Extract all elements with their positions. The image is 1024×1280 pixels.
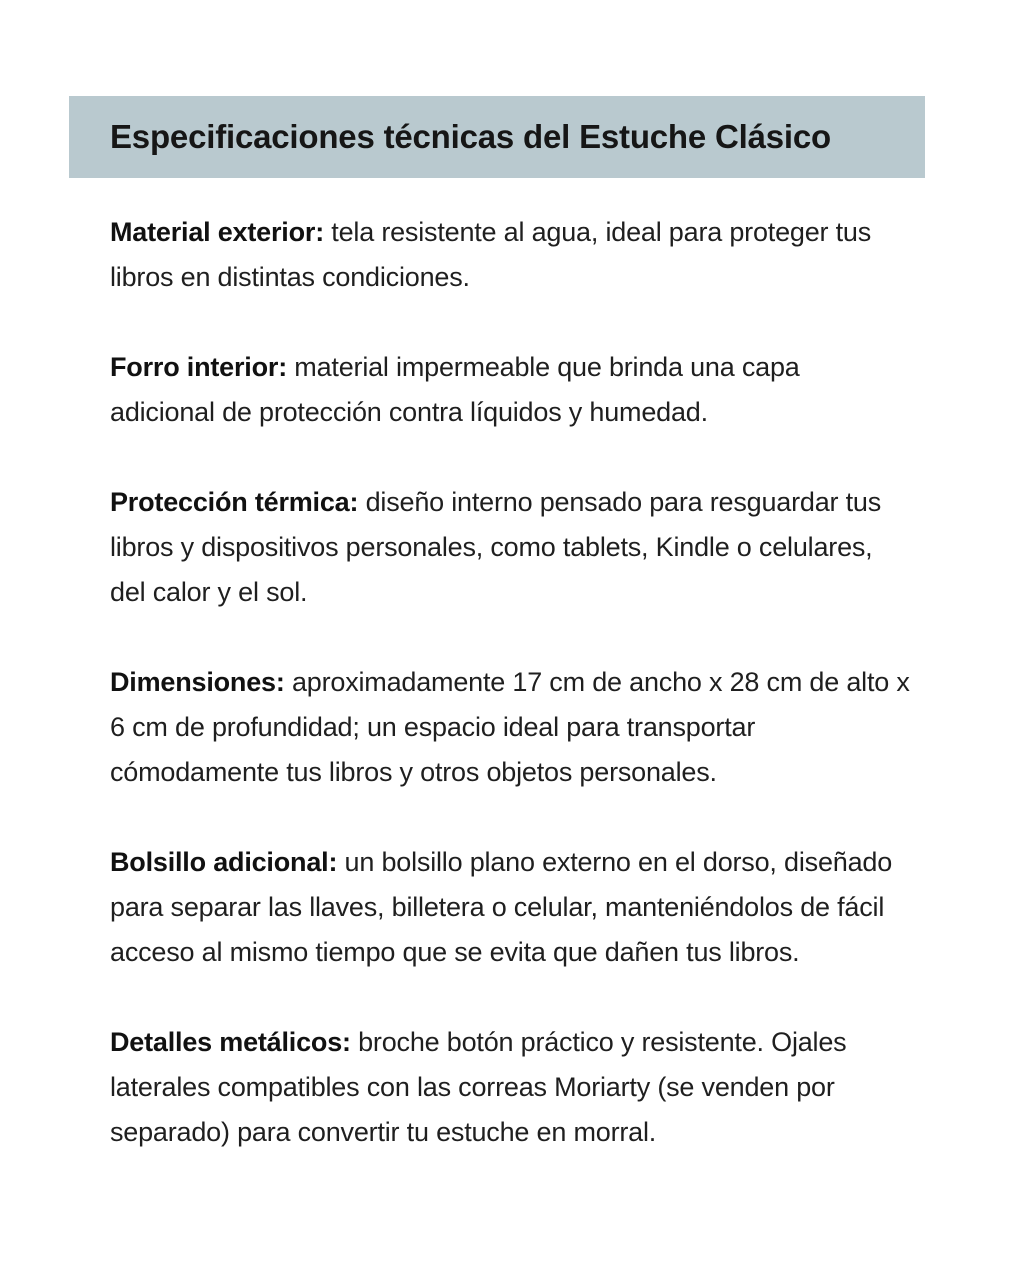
spec-label: Protección térmica: (110, 487, 359, 517)
spec-material-exterior (110, 210, 910, 300)
spec-bolsillo-adicional (110, 840, 910, 975)
spec-label: Forro interior: (110, 352, 287, 382)
spec-text: broche botón práctico y resistente. Ojales laterales compatibles con las correas Moriarty (se venden por separado) para convertir tu estuche en morral. (110, 1027, 847, 1147)
spec-label: Material exterior: (110, 217, 324, 247)
spec-detalles-metalicos (110, 1020, 910, 1155)
spec-text: un bolsillo plano externo en el dorso, diseñado para separar las llaves, billetera o celular, manteniéndolos de fácil acceso al mismo tiempo que se evita que dañen tus libros. (110, 847, 893, 967)
spec-label: Detalles metálicos: (110, 1027, 351, 1057)
spec-forro-interior (110, 345, 910, 435)
spec-text: material impermeable que brinda una capa adicional de protección contra líquidos y humedad. (110, 352, 800, 427)
spec-text: diseño interno pensado para resguardar tus libros y dispositivos personales, como tablets, Kindle o celulares, del calor y el sol. (110, 487, 882, 607)
header-banner (69, 96, 925, 178)
spec-dimensiones (110, 660, 910, 795)
spec-label: Bolsillo adicional: (110, 847, 338, 877)
spec-label: Dimensiones: (110, 667, 285, 697)
page-title: Especificaciones técnicas del Estuche Clásico (110, 118, 831, 155)
spec-text: aproximadamente 17 cm de ancho x 28 cm de alto x 6 cm de profundidad; un espacio ideal para transportar cómodamente tus libros y otros objetos personales. (110, 667, 910, 787)
specs-list (110, 210, 910, 1200)
spec-text: tela resistente al agua, ideal para proteger tus libros en distintas condiciones. (110, 217, 872, 292)
spec-proteccion-termica (110, 480, 910, 615)
